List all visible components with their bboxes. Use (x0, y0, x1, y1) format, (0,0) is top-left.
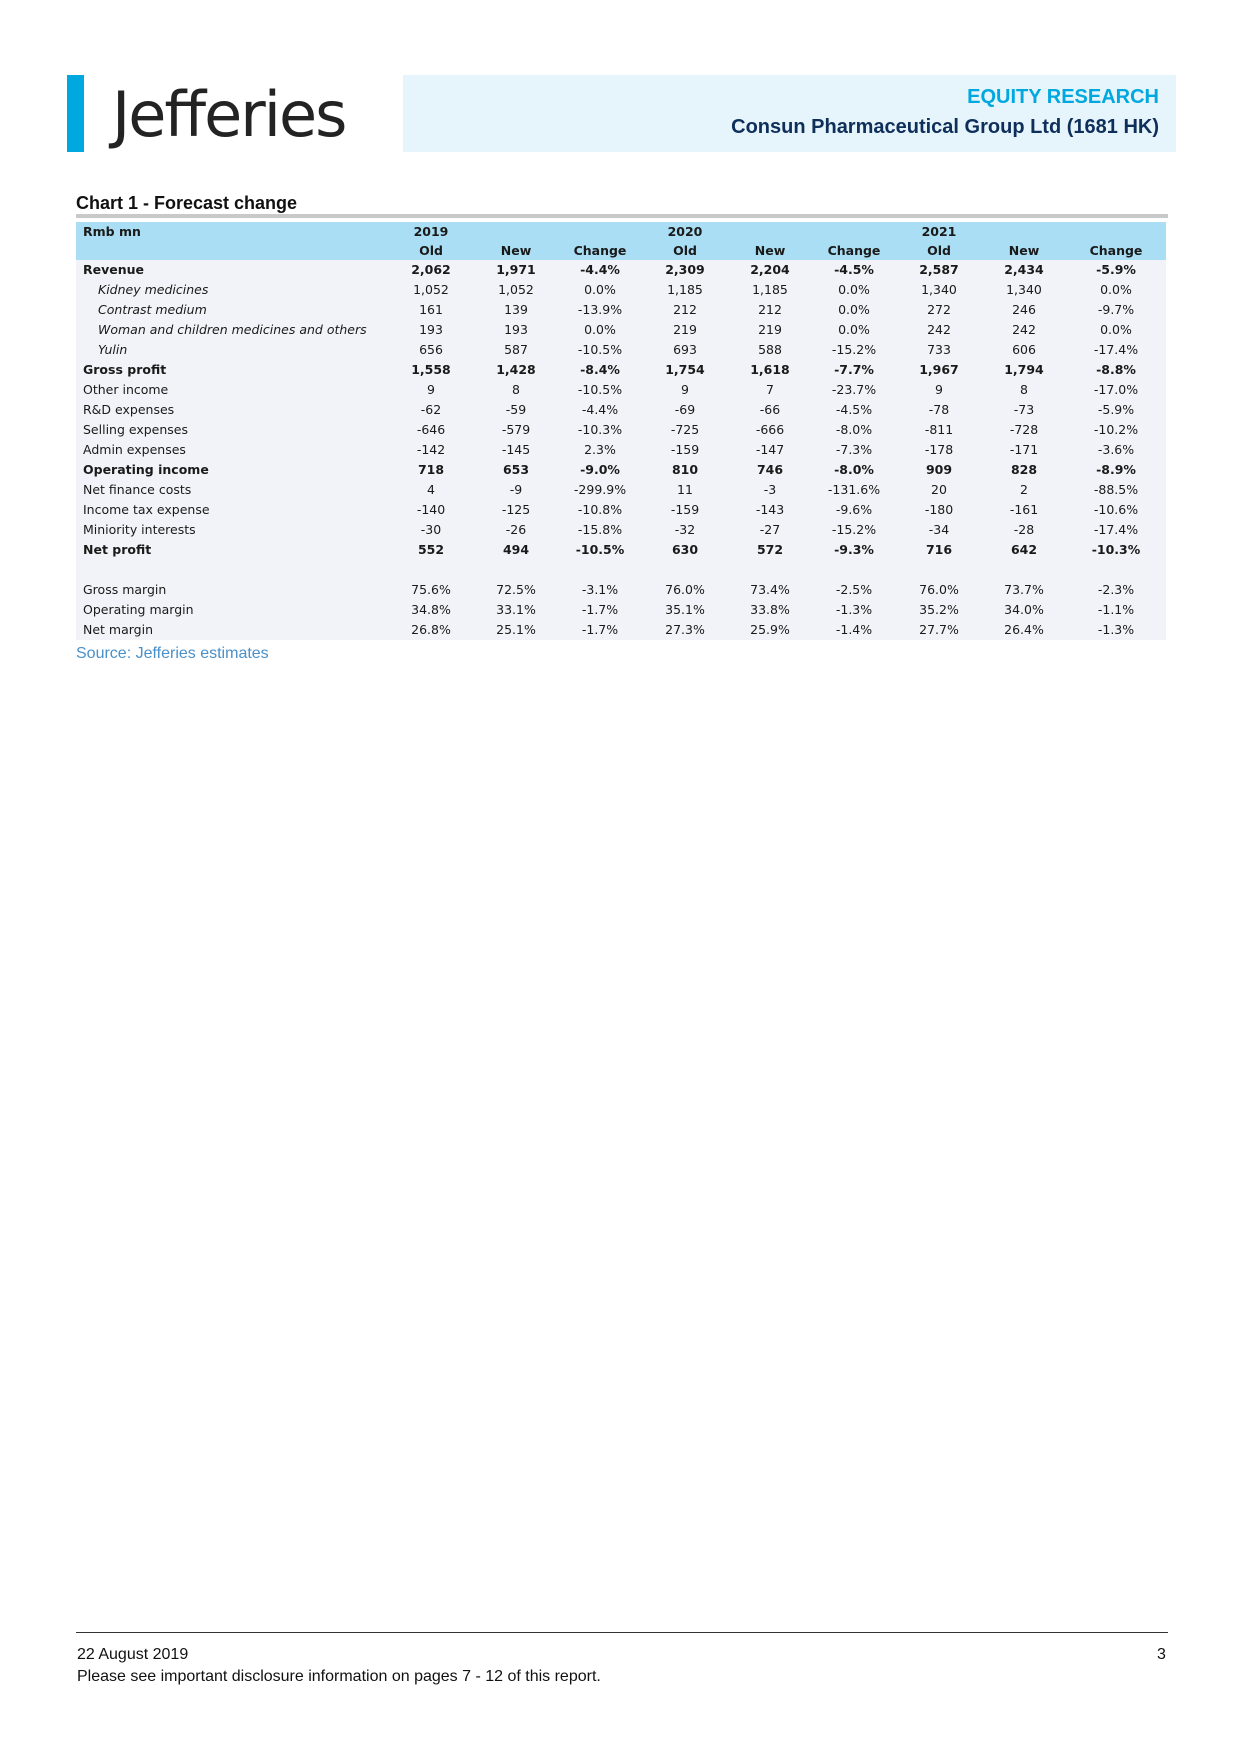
table-cell: -2.3% (1066, 580, 1166, 600)
table-cell: 653 (474, 460, 558, 480)
table-cell: -2.5% (812, 580, 896, 600)
table-cell: -17.4% (1066, 340, 1166, 360)
table-cell: 0.0% (812, 300, 896, 320)
table-cell: 76.0% (642, 580, 728, 600)
table-cell: 27.3% (642, 620, 728, 640)
table-cell: 0.0% (1066, 280, 1166, 300)
table-cell: -15.2% (812, 340, 896, 360)
table-cell: -8.4% (558, 360, 642, 380)
col-change: Change (1066, 241, 1166, 260)
table-cell: 733 (896, 340, 982, 360)
table-row-net-finance-costs (76, 480, 1166, 500)
table-cell: -125 (474, 500, 558, 520)
table-cell: -78 (896, 400, 982, 420)
table-cell: 0.0% (1066, 320, 1166, 340)
table-cell: -34 (896, 520, 982, 540)
table-cell: 219 (728, 320, 812, 340)
row-label: R&D expenses (76, 400, 388, 420)
table-cell: -5.9% (1066, 260, 1166, 280)
table-row-contrast-medium (76, 300, 1166, 320)
table-spacer-row (76, 560, 1166, 580)
table-cell: -4.5% (812, 400, 896, 420)
table-cell: -1.7% (558, 620, 642, 640)
table-cell: -178 (896, 440, 982, 460)
table-cell: 1,967 (896, 360, 982, 380)
table-cell: -5.9% (1066, 400, 1166, 420)
table-cell: -88.5% (1066, 480, 1166, 500)
table-cell: -3.6% (1066, 440, 1166, 460)
table-cell: 8 (982, 380, 1066, 400)
col-change: Change (812, 241, 896, 260)
table-row-operating-margin (76, 600, 1166, 620)
section-label: EQUITY RESEARCH (967, 86, 1159, 108)
row-label: Gross profit (76, 360, 388, 380)
table-cell: -1.7% (558, 600, 642, 620)
table-cell: -8.9% (1066, 460, 1166, 480)
table-row-woman-children-medicines (76, 320, 1166, 340)
table-cell: 212 (728, 300, 812, 320)
unit-label: Rmb mn (76, 222, 388, 241)
table-cell: 1,558 (388, 360, 474, 380)
year-2019-header: 2019 (388, 222, 474, 241)
table-cell: 73.4% (728, 580, 812, 600)
report-header-banner (403, 75, 1176, 152)
table-cell: 27.7% (896, 620, 982, 640)
table-cell: -9.3% (812, 540, 896, 560)
table-cell: -8.0% (812, 420, 896, 440)
table-cell: 1,185 (728, 280, 812, 300)
forecast-change-table (76, 222, 1166, 640)
row-label: Admin expenses (76, 440, 388, 460)
table-cell: 9 (642, 380, 728, 400)
table-cell: -8.8% (1066, 360, 1166, 380)
table-cell: 828 (982, 460, 1066, 480)
table-cell: 73.7% (982, 580, 1066, 600)
table-cell: 656 (388, 340, 474, 360)
table-cell: -7.7% (812, 360, 896, 380)
table-row-admin-expenses (76, 440, 1166, 460)
table-cell: 718 (388, 460, 474, 480)
table-cell: -4.4% (558, 400, 642, 420)
table-cell: 139 (474, 300, 558, 320)
table-cell: -4.5% (812, 260, 896, 280)
row-label: Income tax expense (76, 500, 388, 520)
table-row-net-profit (76, 540, 1166, 560)
table-cell: -180 (896, 500, 982, 520)
table-cell: 272 (896, 300, 982, 320)
table-cell: -27 (728, 520, 812, 540)
table-cell: -15.2% (812, 520, 896, 540)
col-new: New (474, 241, 558, 260)
table-cell: -666 (728, 420, 812, 440)
table-cell: 1,052 (388, 280, 474, 300)
table-cell: -161 (982, 500, 1066, 520)
table-row-minority-interests (76, 520, 1166, 540)
table-cell: -171 (982, 440, 1066, 460)
col-change: Change (558, 241, 642, 260)
table-cell: -7.3% (812, 440, 896, 460)
row-label: Operating income (76, 460, 388, 480)
table-cell: -10.3% (558, 420, 642, 440)
row-label: Miniority interests (76, 520, 388, 540)
table-cell: 72.5% (474, 580, 558, 600)
table-cell: 161 (388, 300, 474, 320)
chart-source: Source: Jefferies estimates (76, 645, 269, 662)
table-cell: 1,754 (642, 360, 728, 380)
table-row-rd-expenses (76, 400, 1166, 420)
table-cell: 494 (474, 540, 558, 560)
table-cell: -1.3% (812, 600, 896, 620)
table-cell: 1,618 (728, 360, 812, 380)
table-cell: 25.1% (474, 620, 558, 640)
title-divider (76, 214, 1168, 218)
row-label: Selling expenses (76, 420, 388, 440)
table-cell: 588 (728, 340, 812, 360)
table-cell: 193 (388, 320, 474, 340)
table-cell: -8.0% (812, 460, 896, 480)
table-cell: -725 (642, 420, 728, 440)
table-cell: 606 (982, 340, 1066, 360)
table-cell: 746 (728, 460, 812, 480)
table-cell: -1.3% (1066, 620, 1166, 640)
table-cell: 2.3% (558, 440, 642, 460)
table-cell: -9 (474, 480, 558, 500)
year-header-row (76, 222, 1166, 241)
table-cell: 76.0% (896, 580, 982, 600)
table-cell: -579 (474, 420, 558, 440)
table-cell: 1,971 (474, 260, 558, 280)
table-cell: 33.8% (728, 600, 812, 620)
table-cell: -4.4% (558, 260, 642, 280)
table-cell: -143 (728, 500, 812, 520)
table-row-gross-profit (76, 360, 1166, 380)
table-cell: -13.9% (558, 300, 642, 320)
table-cell: 0.0% (812, 280, 896, 300)
table-cell: 246 (982, 300, 1066, 320)
table-cell: 2,309 (642, 260, 728, 280)
table-cell: -26 (474, 520, 558, 540)
table-cell: 212 (642, 300, 728, 320)
table-cell: 25.9% (728, 620, 812, 640)
table-cell: -728 (982, 420, 1066, 440)
table-cell: -147 (728, 440, 812, 460)
table-cell: -10.6% (1066, 500, 1166, 520)
table-cell: -10.3% (1066, 540, 1166, 560)
table-cell: -28 (982, 520, 1066, 540)
table-cell: 552 (388, 540, 474, 560)
table-cell: 8 (474, 380, 558, 400)
table-cell: -1.1% (1066, 600, 1166, 620)
table-cell: 4 (388, 480, 474, 500)
table-cell: -30 (388, 520, 474, 540)
table-cell: 34.8% (388, 600, 474, 620)
report-date: 22 August 2019 (77, 1646, 189, 1663)
table-cell: 26.8% (388, 620, 474, 640)
table-cell: -9.0% (558, 460, 642, 480)
table-cell: 26.4% (982, 620, 1066, 640)
page-number: 3 (1157, 1646, 1166, 1663)
col-old: Old (642, 241, 728, 260)
table-cell: 242 (896, 320, 982, 340)
table-cell: 1,052 (474, 280, 558, 300)
table-cell: 75.6% (388, 580, 474, 600)
table-cell: -66 (728, 400, 812, 420)
table-cell: -59 (474, 400, 558, 420)
table-cell: -10.5% (558, 340, 642, 360)
table-cell: 2,204 (728, 260, 812, 280)
table-row-gross-margin (76, 580, 1166, 600)
table-cell: 716 (896, 540, 982, 560)
table-cell: -3 (728, 480, 812, 500)
table-cell: 9 (388, 380, 474, 400)
table-cell: 7 (728, 380, 812, 400)
table-cell: 572 (728, 540, 812, 560)
table-row-selling-expenses (76, 420, 1166, 440)
company-name: Consun Pharmaceutical Group Ltd (1681 HK) (731, 116, 1159, 138)
col-old: Old (896, 241, 982, 260)
table-cell: -142 (388, 440, 474, 460)
table-cell: 1,340 (982, 280, 1066, 300)
row-label: Kidney medicines (76, 280, 388, 300)
column-header-row (76, 241, 1166, 260)
table-cell: -9.7% (1066, 300, 1166, 320)
table-cell: 35.1% (642, 600, 728, 620)
table-cell: 1,794 (982, 360, 1066, 380)
table-cell: 587 (474, 340, 558, 360)
table-cell: 2 (982, 480, 1066, 500)
table-cell: -17.4% (1066, 520, 1166, 540)
table-cell: 1,185 (642, 280, 728, 300)
table-cell: 20 (896, 480, 982, 500)
row-label: Net margin (76, 620, 388, 640)
row-label: Net finance costs (76, 480, 388, 500)
table-cell: 693 (642, 340, 728, 360)
table-cell: 35.2% (896, 600, 982, 620)
table-cell: -10.2% (1066, 420, 1166, 440)
table-cell: -15.8% (558, 520, 642, 540)
table-cell: -73 (982, 400, 1066, 420)
row-label: Other income (76, 380, 388, 400)
table-cell: -10.8% (558, 500, 642, 520)
chart-title: Chart 1 - Forecast change (76, 193, 298, 213)
table-cell: 33.1% (474, 600, 558, 620)
table-cell: 642 (982, 540, 1066, 560)
row-label: Gross margin (76, 580, 388, 600)
row-label: Contrast medium (76, 300, 388, 320)
row-label: Net profit (76, 540, 388, 560)
footer-divider (76, 1632, 1168, 1633)
table-cell: -3.1% (558, 580, 642, 600)
jefferies-logo: Jefferies (112, 78, 346, 151)
table-cell: -811 (896, 420, 982, 440)
table-row-net-margin (76, 620, 1166, 640)
table-cell: -17.0% (1066, 380, 1166, 400)
table-cell: -1.4% (812, 620, 896, 640)
table-cell: -131.6% (812, 480, 896, 500)
table-cell: -32 (642, 520, 728, 540)
table-row-kidney-medicines (76, 280, 1166, 300)
year-2021-header: 2021 (896, 222, 982, 241)
table-cell: -62 (388, 400, 474, 420)
table-cell: 909 (896, 460, 982, 480)
table-cell: 2,434 (982, 260, 1066, 280)
table-cell: 630 (642, 540, 728, 560)
row-label: Revenue (76, 260, 388, 280)
year-2020-header: 2020 (642, 222, 728, 241)
col-new: New (728, 241, 812, 260)
table-cell: 0.0% (558, 320, 642, 340)
table-row-operating-income (76, 460, 1166, 480)
col-old: Old (388, 241, 474, 260)
table-cell: 0.0% (558, 280, 642, 300)
logo-accent-bar (67, 75, 84, 152)
table-row-other-income (76, 380, 1166, 400)
table-cell: 242 (982, 320, 1066, 340)
row-label: Operating margin (76, 600, 388, 620)
table-cell: 2,587 (896, 260, 982, 280)
table-cell: 0.0% (812, 320, 896, 340)
table-cell: -9.6% (812, 500, 896, 520)
table-cell: 193 (474, 320, 558, 340)
table-cell: 810 (642, 460, 728, 480)
table-cell: -69 (642, 400, 728, 420)
table-cell: 1,428 (474, 360, 558, 380)
table-cell: -140 (388, 500, 474, 520)
table-cell: 2,062 (388, 260, 474, 280)
table-cell: -10.5% (558, 380, 642, 400)
col-new: New (982, 241, 1066, 260)
row-label: Woman and children medicines and others (76, 320, 388, 340)
table-cell: 1,340 (896, 280, 982, 300)
table-row-income-tax-expense (76, 500, 1166, 520)
table-row-revenue (76, 260, 1166, 280)
table-cell: -10.5% (558, 540, 642, 560)
table-row-yulin (76, 340, 1166, 360)
table-cell: 219 (642, 320, 728, 340)
table-cell: -159 (642, 440, 728, 460)
table-cell: -159 (642, 500, 728, 520)
table-cell: -299.9% (558, 480, 642, 500)
table-cell: -646 (388, 420, 474, 440)
table-cell: -145 (474, 440, 558, 460)
table-cell: 9 (896, 380, 982, 400)
table-cell: 11 (642, 480, 728, 500)
table-cell: 34.0% (982, 600, 1066, 620)
row-label: Yulin (76, 340, 388, 360)
disclosure-note: Please see important disclosure information on pages 7 - 12 of this report. (77, 1668, 601, 1685)
table-cell: -23.7% (812, 380, 896, 400)
